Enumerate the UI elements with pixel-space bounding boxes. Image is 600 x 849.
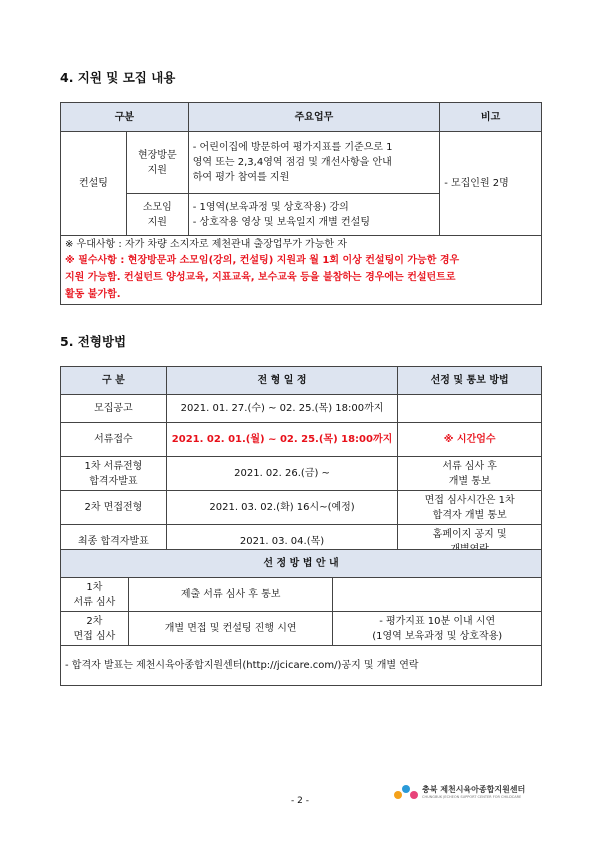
row-method: 홈페이지 공지 및 [398,525,542,559]
sub-group: 소모임 지원 [126,194,188,236]
page-number: - 2 - [291,796,309,806]
remark-recruit: - 모집인원 2명 [440,132,542,236]
row-label: 모집공고 [61,395,167,423]
table-row [61,457,542,491]
guide-extra: - 평가지표 10분 이내 시연 (1영역 보육과정 및 상호작용) [333,612,542,646]
row-label: 서류접수 [61,423,167,457]
announcement-note: - 합격자 발표는 제천시육아종합지원센터(http://jcicare.com/)공지 및 개별 연락 [61,646,542,686]
logo-text-en: CHUNGBUK JECHEON SUPPORT CENTER FOR CHILDCARE [422,794,522,799]
guide-extra [333,578,542,612]
row-schedule: 2021. 02. 26.(금) ~ [166,457,398,491]
header-type: 구 분 [61,367,167,395]
guide-label: 1차 서류 심사 [61,578,129,612]
guide-table [60,549,542,686]
schedule-table [60,366,542,559]
row-method [398,395,542,423]
guide-content: 개별 면접 및 컨설팅 진행 시연 [128,612,333,646]
row-method: 면접 심사시간은 1차 합격자 개별 통보 [398,491,542,525]
support-table [60,102,542,305]
guide-label: 2차 면접 심사 [61,612,129,646]
header-category: 구분 [61,103,189,132]
row-schedule: 2021. 02. 01.(월) ~ 02. 25.(목) 18:00까지 [166,423,398,457]
category-consulting: 컨설팅 [61,132,127,236]
table-row [61,612,542,646]
header-method: 선정 및 통보 방법 [398,367,542,395]
guide-title: 선 정 방 법 안 내 [61,550,542,578]
duty-visit: - 어린이집에 방문하여 평가지표를 기준으로 1 영역 또는 2,3,4영역 점검 및 개선사항을 안내 하여 평가 참여를 지원 [188,132,439,194]
row-label: 1차 서류전형 합격자발표 [61,457,167,491]
row-schedule: 2021. 01. 27.(수) ~ 02. 25.(목) 18:00까지 [166,395,398,423]
table-row [61,423,542,457]
header-remark: 비고 [440,103,542,132]
section4-title: 4. 지원 및 모집 내용 [60,70,176,85]
row-schedule: 2021. 03. 04.(목) [166,525,398,559]
note-required: ※ 필수사항 : 현장방문과 소모임(강의, 컨설팅) 지원과 월 1회 이상 컨설팅이 가능한 경우 지원 가능함. 컨설턴트 양성교육, 지표교육, 보수교육 등을 불참하는 경우에는 컨설턴트로 활동 불가함. [65,255,460,300]
row-label: 2차 면접전형 [61,491,167,525]
table-notes [61,236,542,305]
row-schedule: 2021. 03. 02.(화) 16시~(예정) [166,491,398,525]
table-row [61,395,542,423]
sub-visit: 현장방문 지원 [126,132,188,194]
table-row [61,578,542,612]
row-method: ※ 시간엄수 [398,423,542,457]
logo-text-kr: 충북 제천시육아종합지원센터 [422,784,526,794]
header-schedule: 전 형 일 정 [166,367,398,395]
table-row [61,491,542,525]
note-preference: ※ 우대사항 : 자가 차량 소지자로 제천관내 출장업무가 가능한 자 [65,239,347,250]
guide-content: 제출 서류 심사 후 통보 [128,578,333,612]
row-method: 서류 심사 후 개별 통보 [398,457,542,491]
section5-title: 5. 전형방법 [60,334,127,349]
row-label: 최종 합격자발표 [61,525,167,559]
header-duty: 주요업무 [188,103,439,132]
duty-group: - 1영역(보육과정 및 상호작용) 강의 - 상호작용 영상 및 보육일지 개별 컨설팅 [188,194,439,236]
